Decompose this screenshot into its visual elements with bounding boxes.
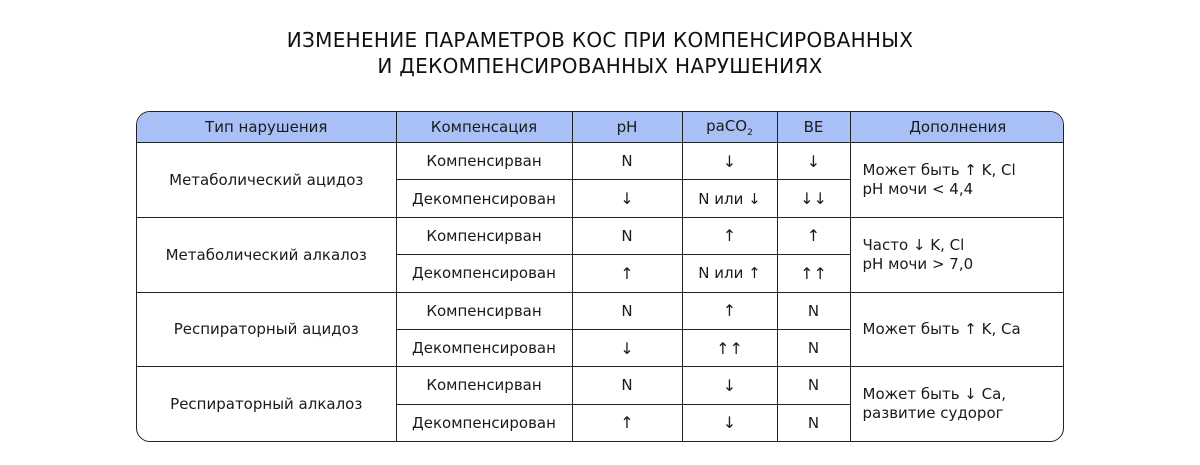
compensation-cell: Декомпенсирован bbox=[396, 404, 572, 441]
notes-line: pH мочи > 7,0 bbox=[862, 254, 974, 273]
compensation-cell: Декомпенсирован bbox=[396, 180, 572, 217]
compensation-cell: Декомпенсирован bbox=[396, 329, 572, 366]
header-be: BE bbox=[777, 112, 850, 143]
page-title bbox=[0, 27, 1200, 79]
title-line-2: И ДЕКОМПЕНСИРОВАННЫХ НАРУШЕНИЯХ bbox=[377, 54, 823, 78]
table-row bbox=[137, 367, 1064, 404]
paco2-cell: N или ↑ bbox=[682, 255, 777, 292]
compensation-cell: Декомпенсирован bbox=[396, 255, 572, 292]
ph-cell: N bbox=[572, 143, 682, 180]
disorder-type-cell: Метаболический ацидоз bbox=[137, 143, 396, 218]
disorder-type-cell: Метаболический алкалоз bbox=[137, 217, 396, 292]
notes-line: Может быть ↑ K, Ca bbox=[862, 319, 1021, 338]
compensation-cell: Компенсирван bbox=[396, 217, 572, 254]
notes-line: Может быть ↑ K, Cl bbox=[862, 160, 1016, 179]
paco2-cell: ↓ bbox=[682, 367, 777, 404]
header-compensation: Компенсация bbox=[396, 112, 572, 143]
be-cell: N bbox=[777, 404, 850, 441]
table-row bbox=[137, 292, 1064, 329]
header-paco2-sub: 2 bbox=[747, 127, 753, 138]
header-notes: Дополнения bbox=[850, 112, 1064, 143]
be-cell: ↓ bbox=[777, 143, 850, 180]
notes-cell bbox=[850, 367, 1064, 441]
ph-cell: N bbox=[572, 292, 682, 329]
notes-cell bbox=[850, 143, 1064, 218]
ph-cell: ↓ bbox=[572, 329, 682, 366]
table-row bbox=[137, 217, 1064, 254]
notes-line: развитие судорог bbox=[862, 404, 1004, 423]
title-line-1: ИЗМЕНЕНИЕ ПАРАМЕТРОВ КОС ПРИ КОМПЕНСИРОВАННЫХ bbox=[286, 28, 914, 52]
notes-line: pH мочи < 4,4 bbox=[862, 179, 974, 198]
compensation-cell: Компенсирван bbox=[396, 292, 572, 329]
be-cell: ↑↑ bbox=[777, 255, 850, 292]
ph-cell: ↑ bbox=[572, 255, 682, 292]
disorder-type-cell: Респираторный алкалоз bbox=[137, 367, 396, 441]
ph-cell: N bbox=[572, 217, 682, 254]
compensation-cell: Компенсирван bbox=[396, 367, 572, 404]
paco2-cell: ↓ bbox=[682, 143, 777, 180]
acid-base-table bbox=[136, 111, 1064, 442]
be-cell: N bbox=[777, 329, 850, 366]
header-ph: pH bbox=[572, 112, 682, 143]
disorder-type-cell: Респираторный ацидоз bbox=[137, 292, 396, 367]
be-cell: N bbox=[777, 367, 850, 404]
be-cell: ↓↓ bbox=[777, 180, 850, 217]
notes-cell bbox=[850, 292, 1064, 367]
ph-cell: ↓ bbox=[572, 180, 682, 217]
header-paco2 bbox=[682, 112, 777, 143]
be-cell: ↑ bbox=[777, 217, 850, 254]
notes-cell bbox=[850, 217, 1064, 292]
ph-cell: ↑ bbox=[572, 404, 682, 441]
notes-line: Часто ↓ K, Cl bbox=[862, 235, 965, 254]
table-row bbox=[137, 143, 1064, 180]
notes-line: Может быть ↓ Ca, bbox=[862, 385, 1007, 404]
ph-cell: N bbox=[572, 367, 682, 404]
table-header-row bbox=[137, 112, 1064, 143]
compensation-cell: Компенсирван bbox=[396, 143, 572, 180]
paco2-cell: ↑ bbox=[682, 217, 777, 254]
paco2-cell: ↑ bbox=[682, 292, 777, 329]
paco2-cell: ↓ bbox=[682, 404, 777, 441]
be-cell: N bbox=[777, 292, 850, 329]
header-paco2-main: paCO bbox=[706, 116, 748, 135]
paco2-cell: N или ↓ bbox=[682, 180, 777, 217]
header-type: Тип нарушения bbox=[137, 112, 396, 143]
paco2-cell: ↑↑ bbox=[682, 329, 777, 366]
